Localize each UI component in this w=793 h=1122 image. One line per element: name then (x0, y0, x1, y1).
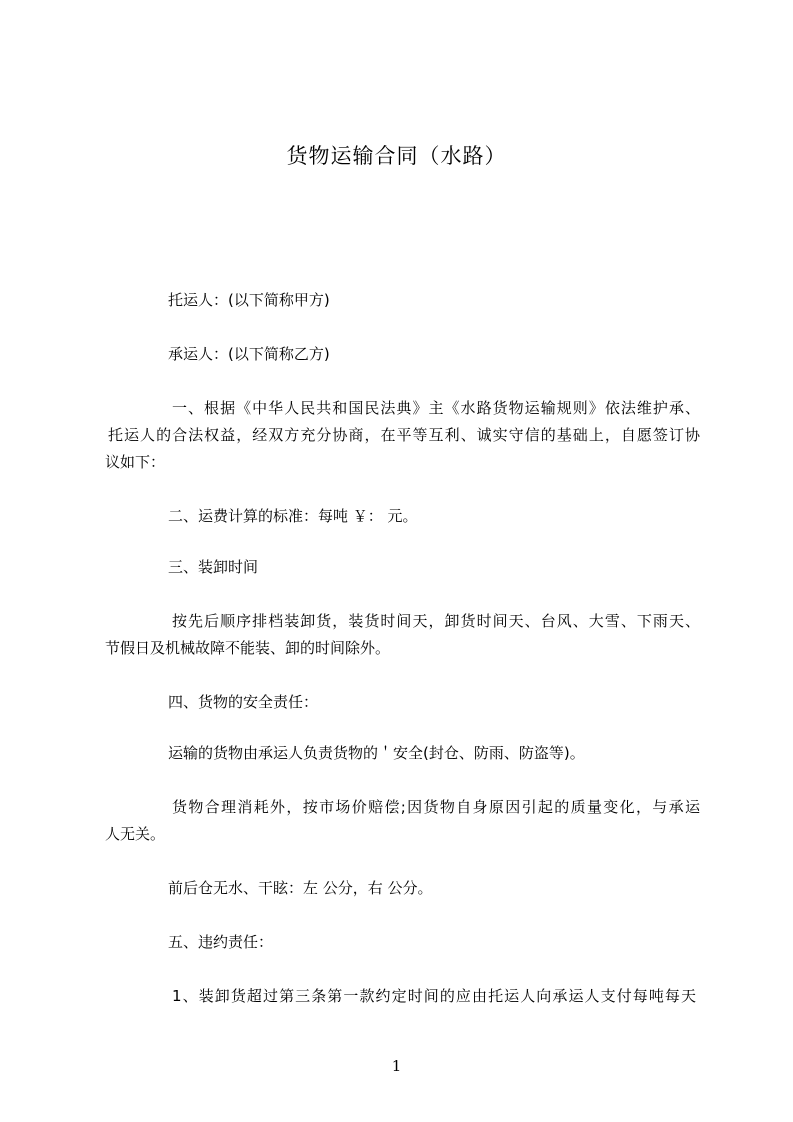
clause3-line1: 按先后顺序排档装卸货，装货时间天，卸货时间天、台风、大雪、下雨天、 (172, 612, 700, 630)
clause1-line1: 一、根据《中华人民共和国民法典》主《水路货物运输规则》依法维护承、 (172, 399, 700, 417)
clause1-line3: 议如下： (105, 453, 166, 471)
clause1-line2: 托运人的合法权益，经双方充分协商，在平等互利、诚实守信的基础上，自愿签订协 (108, 426, 700, 444)
clause3-line2: 节假日及机械故障不能装、卸的时间除外。 (105, 639, 391, 657)
page-number: 1 (391, 1057, 402, 1075)
clause5-item1-line: 1、装卸货超过第三条第一款约定时间的应由托运人向承运人支付每吨每天 (172, 987, 696, 1005)
clause5-heading: 五、违约责任： (168, 933, 274, 951)
shipper-line: 托运人：(以下简称甲方) (168, 291, 330, 309)
clause3-heading: 三、装卸时间 (168, 558, 259, 576)
clause4-loss-line1: 货物合理消耗外，按市场价赔偿;因货物自身原因引起的质量变化，与承运 (172, 798, 700, 816)
clause4-heading: 四、货物的安全责任： (168, 693, 319, 711)
clause4-safety-line: 运输的货物由承运人负责货物的＇安全(封仓、防雨、防盗等)。 (168, 744, 585, 762)
document-title: 货物运输合同（水路） (286, 144, 507, 168)
clause2-line: 二、运费计算的标准：每吨 ￥： 元。 (168, 507, 418, 525)
carrier-line: 承运人：(以下简称乙方) (168, 345, 330, 363)
clause4-loss-line2: 人无关。 (105, 825, 166, 843)
clause4-draft-line: 前后仓无水、干眩：左 公分，右 公分。 (168, 879, 433, 897)
